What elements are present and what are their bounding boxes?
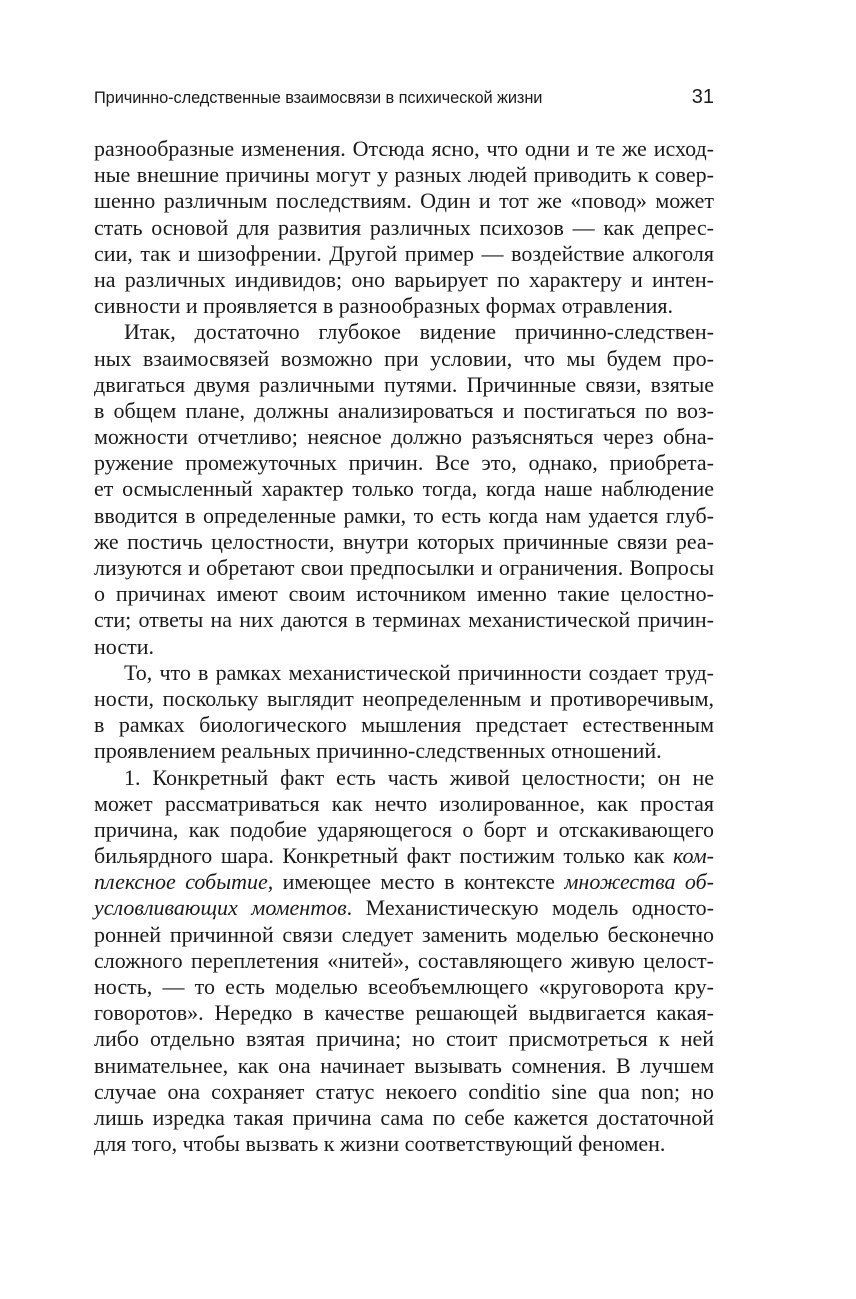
- text-line: причина, как подобие ударяющегося о борт и отскакивающего: [94, 816, 714, 842]
- text-line: для того, чтобы вызвать к жизни соответствующий феномен.: [94, 1131, 666, 1157]
- italic-term: множества об-: [564, 869, 714, 895]
- italic-term: ком-: [673, 843, 714, 869]
- text-line: ности.: [94, 633, 154, 659]
- text-line: ные внешние причины могут у разных людей приводить к совер-: [94, 162, 714, 188]
- text-line: внимательнее, как она начинает вызывать сомнения. В лучшем: [94, 1052, 714, 1078]
- text-line: сложного переплетения «нитей», составляющего живую целост-: [94, 947, 714, 973]
- text-line: сти; ответы на них даются в терминах механистической причин-: [94, 607, 714, 633]
- text-run: бильярдного шара. Конкретный факт постижим только как: [94, 843, 674, 869]
- text-line: ружение промежуточных причин. Все это, однако, приобрета-: [94, 450, 714, 476]
- body-text: [94, 136, 714, 1157]
- text-run: . Механистическую модель односто-: [346, 895, 714, 921]
- text-line: в общем плане, должны анализироваться и постигаться по воз-: [94, 397, 714, 423]
- text-line: Итак, достаточно глубокое видение причинно-следствен-: [124, 319, 714, 345]
- text-line-mixed: [94, 869, 714, 895]
- text-line: 1. Конкретный факт есть часть живой целостности; он не: [124, 764, 714, 790]
- paragraph-2: [94, 319, 714, 659]
- text-line: То, что в рамках механистической причинности создает труд-: [124, 659, 714, 685]
- text-line: же постичь целостности, внутри которых причинные связи реа-: [94, 528, 714, 554]
- text-run: имеющее место в контексте: [273, 869, 565, 895]
- text-line: ронней причинной связи следует заменить моделью бесконечно: [94, 921, 714, 947]
- text-line-mixed: [94, 895, 714, 921]
- italic-term: плексное событие,: [94, 869, 274, 895]
- text-line: может рассматриваться как нечто изолированное, как простая: [94, 790, 714, 816]
- text-line: сии, так и шизофрении. Другой пример — воздействие алкоголя: [94, 240, 714, 266]
- italic-term: условливающих моментов: [94, 895, 347, 921]
- text-line: в рамках биологического мышления предстает естественным: [94, 712, 714, 738]
- running-head: [94, 86, 714, 112]
- text-line: ность, — то есть моделью всеобъемлющего «круговорота кру-: [94, 974, 714, 999]
- text-line-mixed: [94, 843, 714, 869]
- text-line: шенно различным последствиям. Один и тот же «повод» может: [94, 188, 714, 214]
- text-line: случае она сохраняет статус некоего conditio sine qua non; но: [94, 1078, 714, 1104]
- text-line: либо отдельно взятая причина; но стоит присмотреться к ней: [94, 1026, 714, 1052]
- text-line: проявлением реальных причинно-следственных отношений.: [94, 738, 662, 764]
- running-title: Причинно-следственные взаимосвязи в психической жизни: [94, 89, 543, 107]
- text-line: ности, поскольку выглядит неопределенным и противоречивым,: [94, 685, 714, 711]
- paragraph-3: [94, 660, 714, 765]
- text-line: стать основой для развития различных психозов — как депрес-: [94, 214, 714, 240]
- text-line: вводится в определенные рамки, то есть когда нам удается глуб-: [94, 502, 714, 528]
- page-number: 31: [691, 86, 714, 108]
- paragraph-1: [94, 136, 714, 319]
- text-line: можности отчетливо; неясное должно разъясняться через обна-: [94, 424, 714, 450]
- text-line: говоротов». Нередко в качестве решающей выдвигается какая-: [94, 1000, 714, 1026]
- text-line: сивности и проявляется в разнообразных формах отравления.: [94, 293, 674, 319]
- text-line: двигаться двумя различными путями. Причинные связи, взятые: [94, 371, 714, 397]
- text-line: о причинах имеют своим источником именно такие целостно-: [94, 581, 714, 607]
- paragraph-4: [94, 765, 714, 1158]
- text-line: лизуются и обретают свои предпосылки и ограничения. Вопросы: [94, 555, 714, 580]
- text-line: разнообразные изменения. Отсюда ясно, что одни и те же исход-: [94, 136, 714, 161]
- text-line: лишь изредка такая причина сама по себе кажется достаточной: [94, 1104, 714, 1130]
- text-line: ных взаимосвязей возможно при условии, что мы будем про-: [94, 345, 714, 371]
- text-line: на различных индивидов; оно варьирует по характеру и интен-: [94, 266, 714, 292]
- text-line: ет осмысленный характер только тогда, когда наше наблюдение: [94, 476, 714, 502]
